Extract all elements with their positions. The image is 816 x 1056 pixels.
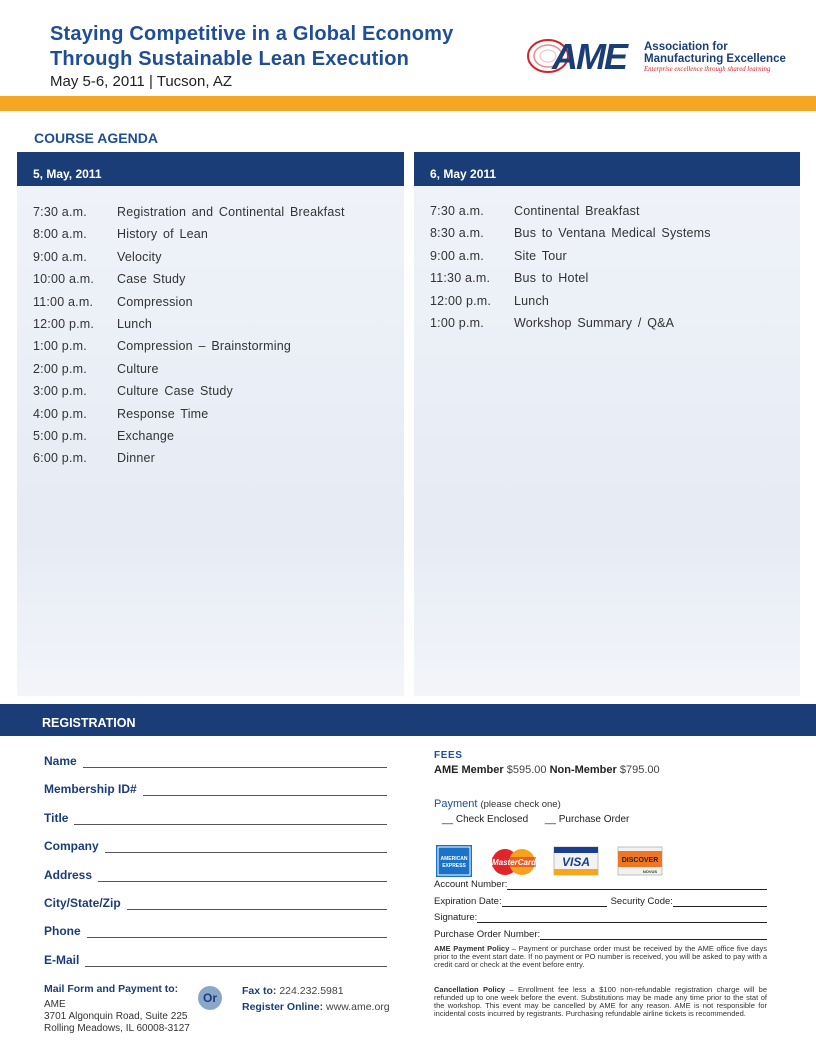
nonmember-label: Non-Member — [549, 764, 617, 776]
schedule-event: Culture Case Study — [117, 384, 233, 399]
phone-line[interactable] — [87, 927, 387, 938]
event-date-location: May 5-6, 2011 | Tucson, AZ — [50, 73, 233, 90]
schedule-event: Registration and Continental Breakfast — [117, 205, 345, 219]
header-accent-bar — [0, 96, 816, 111]
schedule-event: Bus to Ventana Medical Systems — [514, 226, 711, 241]
address-field[interactable] — [44, 868, 387, 882]
day-2-header: 6, May 2011 — [414, 152, 800, 186]
schedule-row — [430, 248, 800, 270]
security-code-line[interactable] — [673, 898, 767, 907]
agenda-day-1 — [17, 152, 404, 696]
schedule-row — [33, 294, 404, 316]
payment-policy — [434, 945, 767, 969]
city-state-zip-line[interactable] — [127, 899, 387, 910]
schedule-event: Velocity — [117, 249, 162, 264]
schedule-time: 8:30 a.m. — [430, 226, 484, 241]
payment-options — [442, 814, 629, 825]
cancellation-policy-text: – Enrollment fee less a $100 non-refundable registration charge will be refunded up to one week before the event. Substitutions may be made any time prior to the stat of the workshop. This event may be cancelled by AME for any reason. AME is not responsible for incidental costs incurred by registrants. Purchasing refundable airline tickets is recommended. — [434, 985, 767, 1018]
schedule-row — [33, 271, 404, 293]
city-state-zip-field[interactable] — [44, 896, 387, 910]
schedule-event: Case Study — [117, 272, 186, 287]
schedule-event: Compression – Brainstorming — [117, 339, 292, 354]
discover-text: DISCOVER — [621, 857, 659, 864]
signature-field[interactable] — [434, 912, 767, 923]
schedule-time: 12:00 p.m. — [430, 293, 492, 308]
fax-online-block — [242, 983, 390, 1015]
schedule-time: 11:00 a.m. — [33, 294, 94, 309]
online-label: Register Online: — [242, 1001, 324, 1013]
address-line[interactable] — [98, 871, 387, 882]
agenda-day-2 — [414, 152, 800, 696]
title-field[interactable] — [44, 811, 387, 825]
schedule-event: Continental Breakfast — [514, 204, 640, 218]
phone-field[interactable] — [44, 924, 387, 938]
payment-policy-text: – Payment or purchase order must be received by the AME office five days prior to the event start date. If no payment or PO number is received, you will be asked to pay with a credit card or check at the event before entry. — [434, 944, 767, 969]
company-line[interactable] — [105, 842, 387, 853]
name-field[interactable] — [44, 754, 387, 768]
mastercard-text: MasterCard — [491, 858, 537, 867]
amex-card-icon — [436, 845, 472, 877]
schedule-row — [33, 428, 404, 450]
address-label: Address — [44, 868, 93, 882]
mail-line-3: Rolling Meadows, IL 60008-3127 — [44, 1023, 190, 1034]
membership-id-label: Membership ID# — [44, 782, 137, 796]
schedule-row — [33, 204, 404, 226]
schedule-event: Workshop Summary / Q&A — [514, 315, 675, 330]
day-1-schedule — [17, 186, 404, 473]
phone-label: Phone — [44, 924, 81, 938]
ame-org-line-1: Association for — [644, 41, 728, 53]
amex-text-1: AMERICAN — [440, 856, 468, 862]
schedule-row — [33, 361, 404, 383]
schedule-event: Culture — [117, 361, 159, 376]
membership-id-field[interactable] — [44, 782, 387, 796]
purchase-order-field[interactable] — [434, 929, 767, 940]
name-line[interactable] — [83, 757, 387, 768]
schedule-event: Dinner — [117, 451, 156, 466]
schedule-row — [430, 315, 800, 337]
mail-to-block — [44, 983, 190, 1035]
signature-label: Signature: — [434, 912, 478, 923]
schedule-time: 7:30 a.m. — [33, 205, 87, 219]
schedule-row — [33, 383, 404, 405]
mail-line-1: AME — [44, 999, 66, 1010]
title-line[interactable] — [74, 814, 387, 825]
ame-logo-text: AME — [552, 36, 626, 77]
security-code-label: Security Code: — [610, 896, 673, 907]
schedule-event: Bus to Hotel — [514, 271, 589, 286]
schedule-event: History of Lean — [117, 227, 209, 242]
schedule-row — [430, 203, 800, 225]
membership-id-line[interactable] — [143, 785, 387, 796]
schedule-time: 4:00 p.m. — [33, 406, 87, 421]
schedule-time: 5:00 p.m. — [33, 428, 87, 443]
schedule-event: Compression — [117, 294, 193, 309]
schedule-time: 8:00 a.m. — [33, 227, 87, 242]
company-field[interactable] — [44, 839, 387, 853]
member-label: AME Member — [434, 764, 504, 776]
mastercard-icon — [492, 849, 537, 875]
schedule-row — [33, 249, 404, 271]
purchase-order-option[interactable]: __ Purchase Order — [544, 814, 630, 825]
visa-text: VISA — [561, 855, 591, 869]
expiration-line[interactable] — [502, 898, 607, 907]
signature-line[interactable] — [477, 914, 767, 923]
online-url[interactable]: www.ame.org — [326, 1001, 390, 1013]
email-field[interactable] — [44, 953, 387, 967]
registration-header: REGISTRATION — [0, 704, 816, 736]
schedule-event: Site Tour — [514, 248, 567, 263]
ame-org-line-2: Manufacturing Excellence — [644, 53, 786, 65]
email-label: E-Mail — [44, 953, 80, 967]
fax-number: 224.232.5981 — [279, 985, 344, 997]
check-enclosed-option[interactable]: __ Check Enclosed — [442, 814, 529, 825]
schedule-row — [33, 316, 404, 338]
schedule-time: 12:00 p.m. — [33, 316, 95, 331]
purchase-order-line[interactable] — [540, 931, 767, 940]
mail-label: Mail Form and Payment to: — [44, 983, 179, 995]
schedule-time: 9:00 a.m. — [430, 248, 484, 263]
day-2-schedule — [414, 186, 800, 337]
visa-card-icon — [554, 847, 598, 875]
expiration-label: Expiration Date: — [434, 896, 502, 907]
payment-policy-title: AME Payment Policy — [434, 944, 510, 953]
schedule-row — [430, 293, 800, 315]
schedule-row — [33, 226, 404, 248]
discover-sub-text: NOVUS — [642, 869, 658, 874]
account-number-label: Account Number: — [434, 879, 508, 890]
payment-hint: (please check one) — [480, 799, 561, 810]
schedule-event: Lunch — [514, 293, 550, 308]
name-label: Name — [44, 754, 77, 768]
payment-label: Payment — [434, 798, 478, 810]
schedule-row — [33, 406, 404, 428]
ame-logo — [526, 34, 791, 78]
schedule-row — [33, 450, 404, 472]
member-price: $595.00 — [506, 764, 547, 776]
account-number-field[interactable] — [434, 879, 767, 890]
or-badge: Or — [198, 986, 222, 1010]
fees-heading: FEES — [434, 750, 463, 761]
cancellation-policy-title: Cancellation Policy — [434, 985, 506, 994]
fax-label: Fax to: — [242, 985, 277, 997]
ame-tagline: Enterprise excellence through shared learning — [644, 66, 771, 73]
schedule-time: 1:00 p.m. — [430, 315, 484, 330]
amex-text-2: EXPRESS — [442, 863, 466, 869]
title-label: Title — [44, 811, 69, 825]
company-label: Company — [44, 839, 99, 853]
schedule-time: 11:30 a.m. — [430, 271, 491, 286]
credit-cards — [436, 845, 666, 877]
day-1-header: 5, May, 2011 — [17, 152, 404, 186]
account-number-line[interactable] — [507, 881, 767, 890]
schedule-time: 6:00 p.m. — [33, 451, 87, 466]
schedule-time: 2:00 p.m. — [33, 361, 87, 376]
course-agenda-heading: COURSE AGENDA — [34, 130, 158, 146]
cancellation-policy — [434, 986, 767, 1018]
title-line-2: Through Sustainable Lean Execution — [50, 48, 410, 70]
document-title — [50, 22, 453, 72]
payment-heading — [434, 798, 561, 810]
schedule-row — [33, 338, 404, 360]
schedule-row — [430, 270, 800, 292]
schedule-time: 3:00 p.m. — [33, 384, 87, 399]
schedule-time: 1:00 p.m. — [33, 339, 87, 354]
fees-line — [434, 764, 660, 776]
email-line[interactable] — [85, 956, 387, 967]
discover-card-icon — [618, 847, 662, 875]
schedule-event: Response Time — [117, 406, 209, 421]
mail-line-2: 3701 Algonquin Road, Suite 225 — [44, 1011, 188, 1022]
nonmember-price: $795.00 — [619, 764, 660, 776]
schedule-time: 10:00 a.m. — [33, 272, 95, 287]
schedule-time: 7:30 a.m. — [430, 204, 484, 218]
title-line-1: Staying Competitive in a Global Economy — [50, 23, 454, 45]
purchase-order-label: Purchase Order Number: — [434, 929, 541, 940]
schedule-event: Exchange — [117, 428, 175, 443]
schedule-row — [430, 225, 800, 247]
schedule-event: Lunch — [117, 316, 153, 331]
schedule-time: 9:00 a.m. — [33, 249, 87, 264]
expiration-security-field[interactable] — [434, 896, 767, 907]
city-state-zip-label: City/State/Zip — [44, 896, 121, 910]
